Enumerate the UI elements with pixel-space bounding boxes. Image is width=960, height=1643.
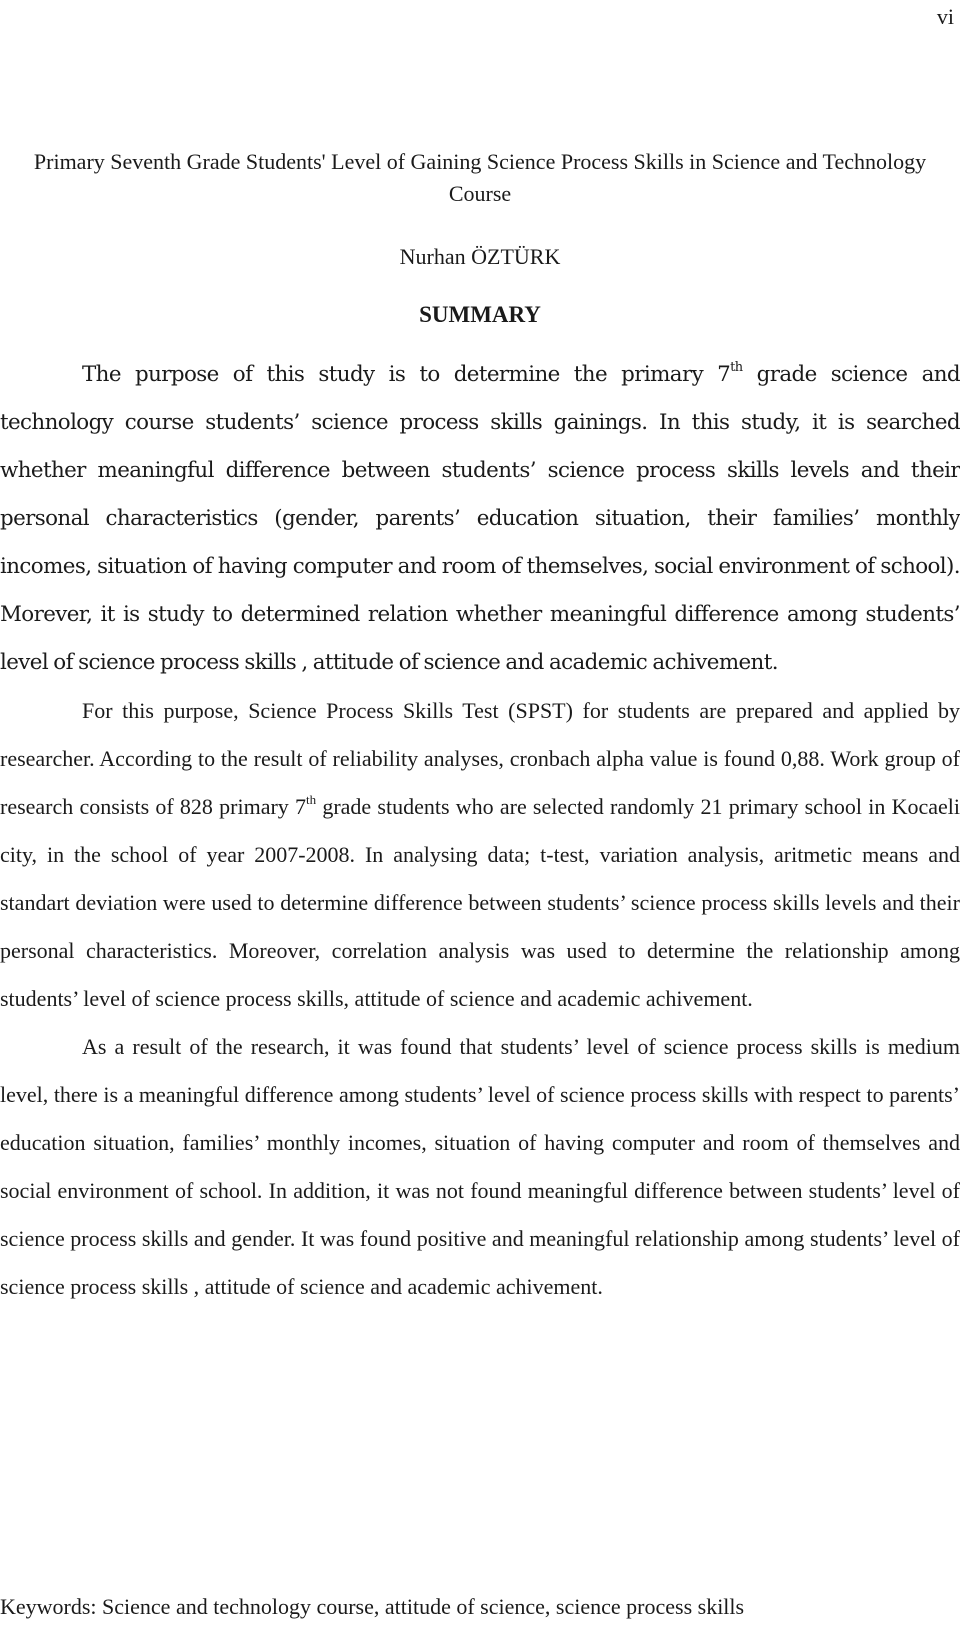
paragraph-results: As a result of the research, it was found that students’ level of science process skills is medium level, there is a meaningful difference among students’ level of science process skills with respect to parents’ education situation, families’ monthly incomes, situation of having computer and room of themselves and social environment of school. In addition, it was not found meaningful difference between students’ level of science process skills and gender. It was found positive and meaningful relationship among students’ level of science process skills , attitude of science and academic achivement. [0, 1034, 960, 1299]
paragraph-text: The purpose of this study is to determine the primary 7 [82, 362, 731, 387]
section-heading: SUMMARY [419, 302, 541, 327]
paragraph-text: For this purpose, Science Process Skills Test (SPST) for students are prepared and applied by researcher. According to the result of reliability analyses, cronbach alpha value is found 0,88. Work group of research consists of 828 primary 7 [0, 698, 960, 819]
page-number: vi [936, 4, 954, 29]
author-name: Nurhan ÖZTÜRK [399, 244, 561, 269]
paragraph-method [0, 687, 960, 1023]
paragraph-text: grade students who are selected randomly 21 primary school in Kocaeli city, in the school of year 2007-2008. In analysing data; t-test, variation analysis, aritmetic means and standart deviation were used to determine difference between students’ science process skills levels and their personal characteristics. Moreover, correlation analysis was used to determine the relationship among students’ level of science process skills, attitude of science and academic achivement. [0, 794, 960, 1011]
keywords-line: Keywords: Science and technology course, attitude of science, science process skills [0, 1594, 745, 1619]
paragraph-purpose [0, 351, 960, 687]
superscript: th [306, 792, 317, 807]
superscript: th [730, 360, 743, 375]
summary-body [0, 351, 960, 1311]
paragraph-text: grade science and technology course students’ science process skills gainings. In this study, it is searched whether meaningful difference between students’ science process skills levels and their personal characteristics (gender, parents’ education situation, their families’ monthly incomes, situation of having computer and room of themselves, social environment of school). Morever, it is study to determined relation whether meaningful difference among students’ level of science process skills , attitude of science and academic achivement. [0, 362, 960, 675]
document-title: Primary Seventh Grade Students' Level of Gaining Science Process Skills in Science and Technology Course [33, 149, 927, 206]
